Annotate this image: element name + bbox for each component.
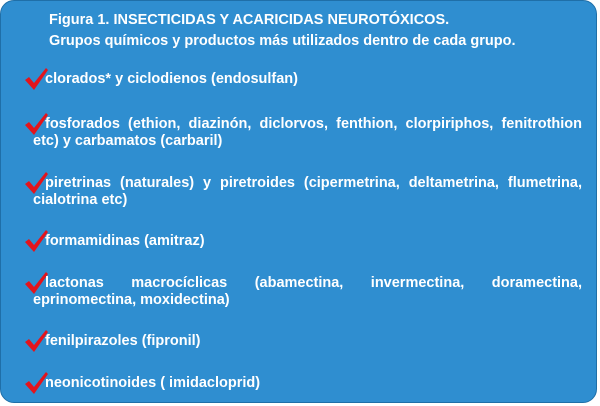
list-item-text: lactonas macrocíclicas (abamectina, invermectina, doramectina, eprinomectina, moxidectina) xyxy=(33,275,582,308)
list-item-text: clorados* y ciclodienos (endosulfan) xyxy=(45,71,298,87)
list-item-text: piretrinas (naturales) y piretroides (cipermetrina, deltametrina, flumetrina, cialotrina etc) xyxy=(33,175,582,208)
list-item-text: formamidinas (amitraz) xyxy=(45,233,205,249)
figure-title: Figura 1. INSECTICIDAS Y ACARICIDAS NEUROTÓXICOS. xyxy=(49,12,450,28)
list-item-text: neonicotinoides ( imidacloprid) xyxy=(45,375,261,391)
list-item-text: fosforados (ethion, diazinón, diclorvos, fenthion, clorpiriphos, fenitrothion etc) y carbamatos (carbaril) xyxy=(33,116,582,149)
list-item-text: fenilpirazoles (fipronil) xyxy=(45,333,201,349)
figure-subtitle: Grupos químicos y productos más utilizados dentro de cada grupo. xyxy=(49,33,516,49)
